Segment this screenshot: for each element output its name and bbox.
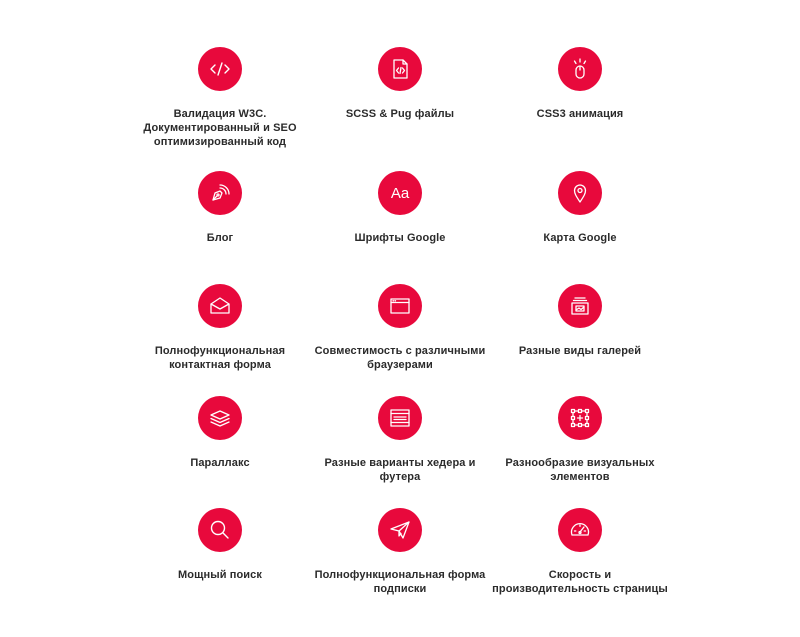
gallery-icon	[558, 284, 602, 328]
feature-label: Разные варианты хедера и футера	[324, 457, 476, 483]
feature-label: Скорость и производительность страницы	[492, 569, 668, 595]
envelope-icon	[198, 284, 242, 328]
feature-label: Валидация W3C. Документированный и SEO оптимизированный код	[143, 108, 297, 148]
paper-plane-icon	[378, 508, 422, 552]
font-icon	[378, 171, 422, 215]
mouse-click-icon	[558, 47, 602, 91]
feature-label: Карта Google	[543, 232, 617, 244]
svg-text:Aa: Aa	[390, 185, 410, 202]
feature-label: Совместимость с различными браузерами	[314, 345, 486, 371]
feature-label: Мощный поиск	[178, 569, 262, 581]
code-file-icon	[378, 47, 422, 91]
feature-label: Разнообразие визуальных элементов	[505, 457, 655, 483]
transform-box-icon	[558, 396, 602, 440]
layers-icon	[198, 396, 242, 440]
code-icon	[198, 47, 242, 91]
browser-window-icon	[378, 284, 422, 328]
speedometer-icon	[558, 508, 602, 552]
feature-label: Параллакс	[190, 457, 250, 469]
header-footer-icon	[378, 396, 422, 440]
blog-pen-icon	[198, 171, 242, 215]
search-icon	[198, 508, 242, 552]
feature-label: SCSS & Pug файлы	[345, 108, 455, 120]
map-pin-icon	[558, 171, 602, 215]
feature-label: Шрифты Google	[354, 232, 446, 244]
feature-label: Полнофункциональная контактная форма	[154, 345, 286, 371]
feature-label: Разные виды галерей	[518, 345, 642, 357]
feature-label: Блог	[206, 232, 234, 244]
feature-label: CSS3 анимация	[536, 108, 624, 120]
feature-label: Полнофункциональная форма подписки	[314, 569, 486, 595]
